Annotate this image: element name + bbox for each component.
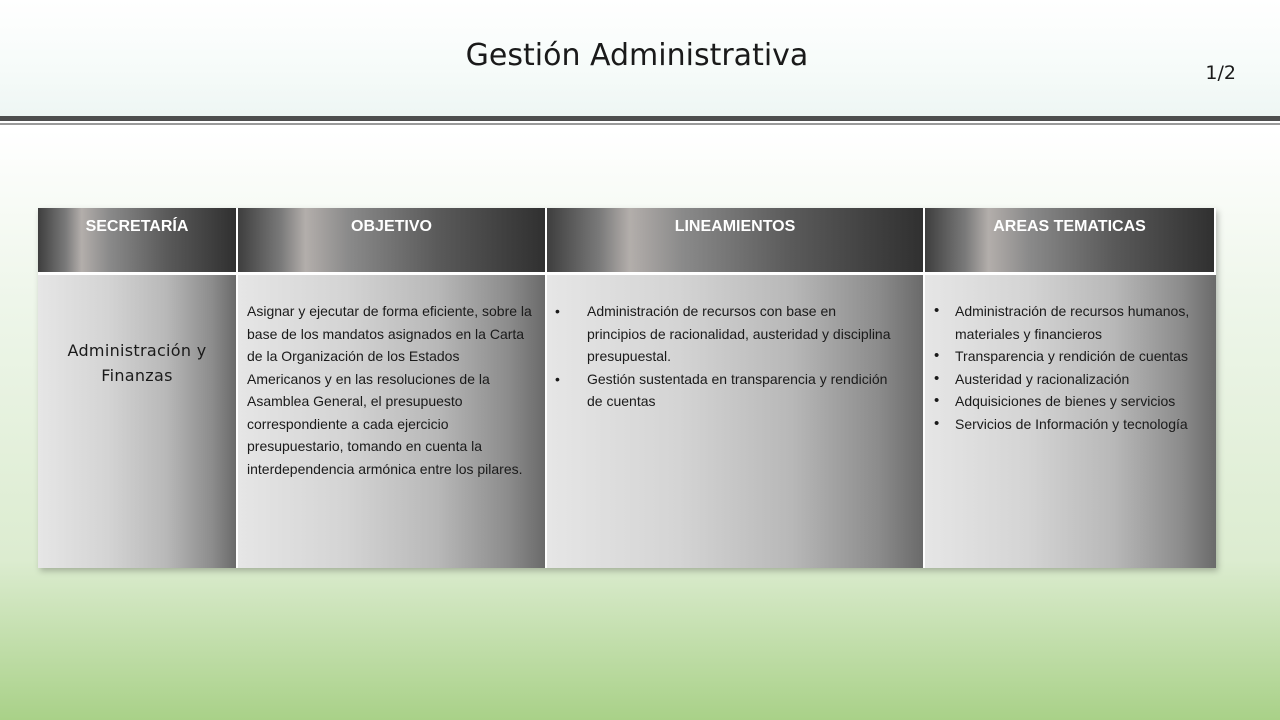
header-secretaria: SECRETARÍA bbox=[38, 208, 238, 272]
objetivo-text: Asignar y ejecutar de forma eficiente, sobre la base de los mandatos asignados en la Carta de la Organización de los Estados Americanos y en las resoluciones de la Asamblea General, el presupuesto correspondiente a cada ejercicio presupuestario, tomando en cuenta la interdependencia armónica entre bbox=[247, 303, 532, 477]
list-item: • Transparencia y rendición de cuentas bbox=[955, 345, 1194, 368]
list-item: • Administración de recursos con base en principios de racionalidad, austeridad y disciplina presupuestal. bbox=[587, 300, 895, 368]
list-item: • Adquisiciones de bienes y servicios bbox=[955, 390, 1194, 413]
header-divider-thick bbox=[0, 116, 1280, 121]
cell-areas-tematicas bbox=[925, 272, 1216, 568]
objetivo-text-tail: los pilares. bbox=[455, 460, 523, 477]
list-item: • Gestión sustentada en transparencia y rendición de cuentas bbox=[587, 368, 895, 413]
header-objetivo: OBJETIVO bbox=[238, 208, 547, 272]
list-item: • Austeridad y racionalización bbox=[955, 368, 1194, 391]
header-areas-tematicas: AREAS TEMATICAS bbox=[925, 208, 1216, 272]
slide-title: Gestión Administrativa bbox=[465, 38, 809, 73]
secretaria-text: Administración y Finanzas bbox=[67, 341, 207, 385]
cell-secretaria bbox=[38, 272, 238, 568]
management-table bbox=[38, 208, 1216, 568]
page-number: 1/2 bbox=[1205, 62, 1236, 84]
header-divider-thin bbox=[0, 123, 1280, 125]
cell-lineamientos bbox=[547, 272, 925, 568]
slide-header bbox=[0, 0, 1280, 116]
areas-tematicas-list bbox=[955, 300, 1194, 435]
lineamientos-list bbox=[587, 300, 895, 413]
header-lineamientos: LINEAMIENTOS bbox=[547, 208, 925, 272]
list-item: • Administración de recursos humanos, materiales y financieros bbox=[955, 300, 1194, 345]
cell-objetivo bbox=[238, 272, 547, 568]
list-item: • Servicios de Información y tecnología bbox=[955, 413, 1194, 436]
